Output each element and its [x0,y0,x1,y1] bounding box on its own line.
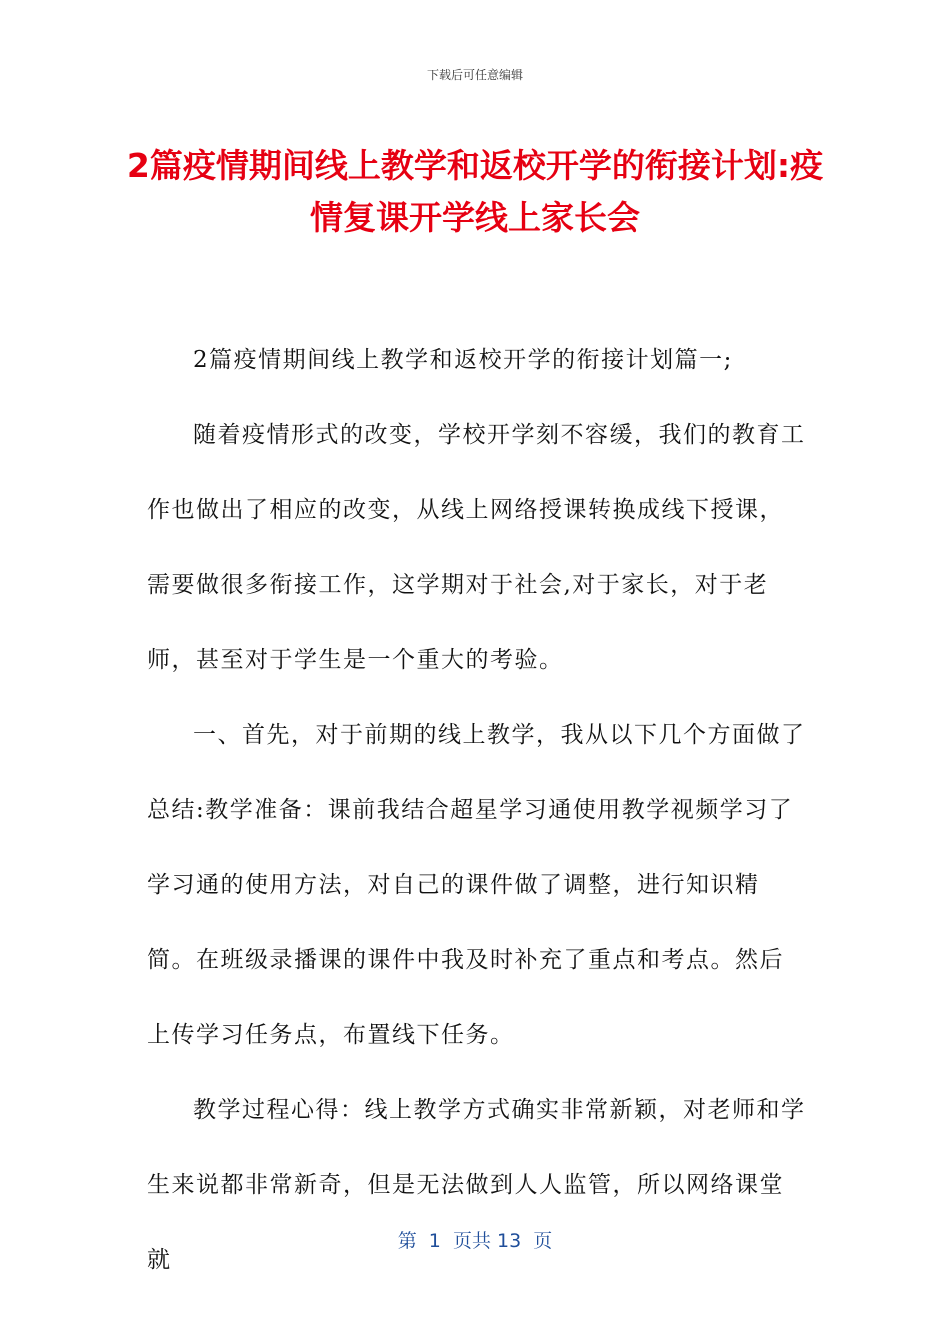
paragraph: 2篇疫情期间线上教学和返校开学的衔接计划篇一; [193,347,733,373]
document-title: 2篇疫情期间线上教学和返校开学的衔接计划:疫情复课开学线上家长会 [126,146,824,237]
page-number-footer: 第 1 页共 13 页 [397,1230,553,1252]
paragraph: 随着疫情形式的改变，学校开学刻不容缓，我们的教育工作也做出了相应的改变，从线上网络授课转换成线下授课，需要做很多衔接工作，这学期对于社会,对于家长，对于老师，甚至对于学生是一个重大的考验。 [147,422,806,673]
document-body [147,323,807,1298]
paragraph: 一、首先，对于前期的线上教学，我从以下几个方面做了总结:教学准备：课前我结合超星学习通使用教学视频学习了学习通的使用方法，对自己的课件做了调整，进行知识精简。在班级录播课的课件中我及时补充了重点和考点。然后上传学习任务点，布置线下任务。 [147,722,806,1048]
download-note: 下载后可任意编辑 [426,68,523,82]
paragraph: 教学过程心得：线上教学方式确实非常新颖，对老师和学生来说都非常新奇，但是无法做到人人监管，所以网络课堂就 [147,1097,806,1273]
